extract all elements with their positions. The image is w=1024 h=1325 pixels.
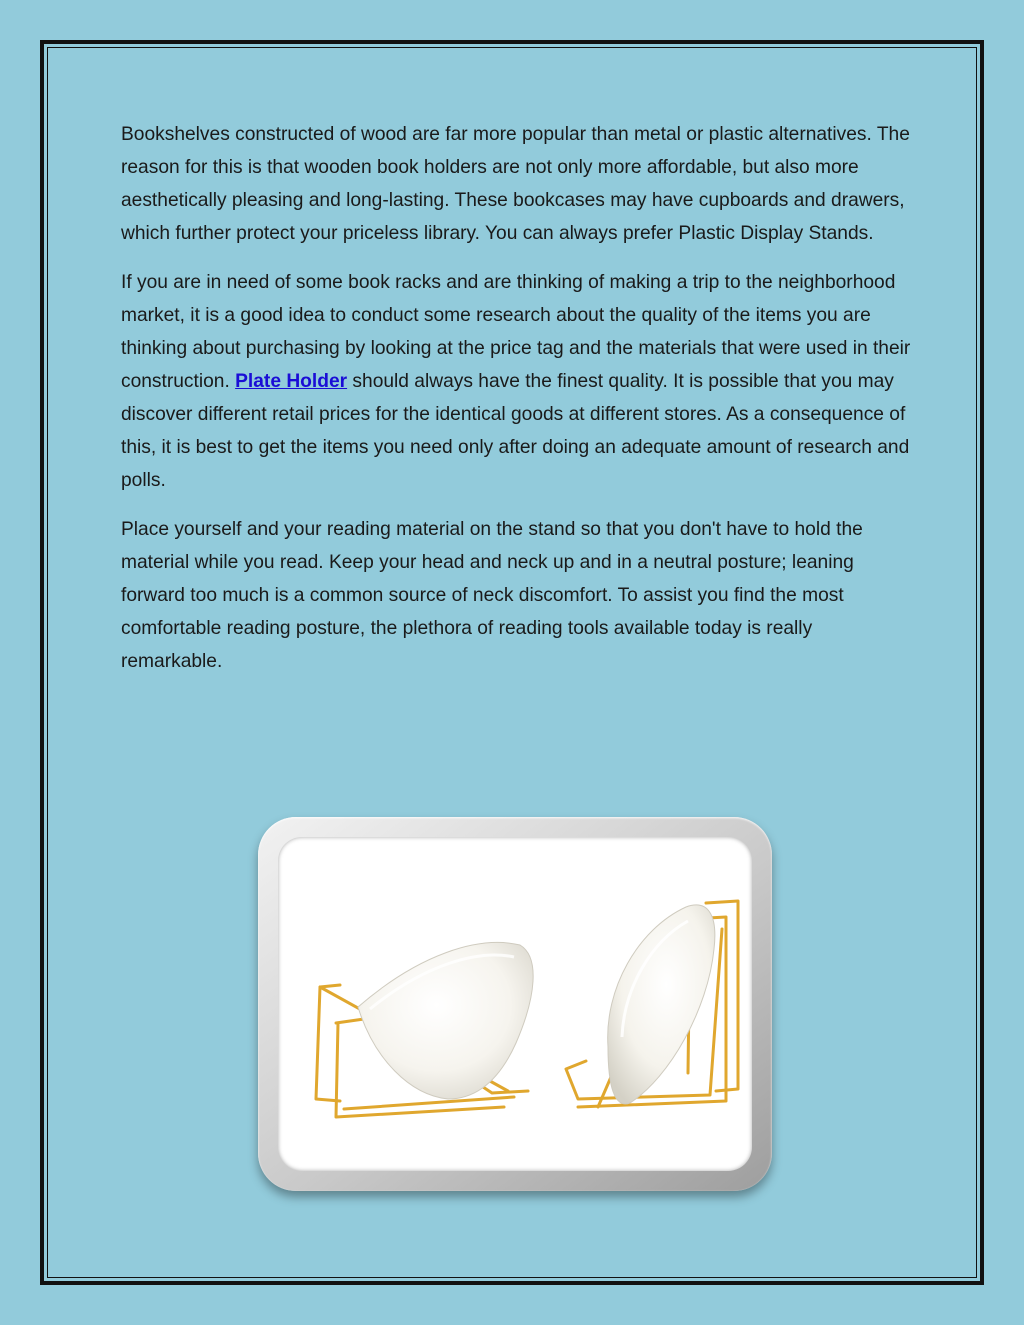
plate-holder-link[interactable]: Plate Holder (235, 371, 348, 392)
document-body (121, 118, 911, 694)
plate-holder-illustration (278, 837, 752, 1171)
paragraph-3: Place yourself and your reading material on the stand so that you don't have to hold the material while you read. Keep your head and neck up and in a neutral posture; leaning forward too much is a common source of neck discomfort. To assist you find the most comfortable reading posture, the plethora of reading tools available today is really remarkable. (121, 519, 863, 672)
paragraph-2 (121, 266, 911, 497)
left-plate (358, 943, 533, 1099)
product-image-frame (258, 817, 772, 1191)
paragraph-2-text-after-link: should always have the finest quality. It is possible that you may discover different retail prices for the identical goods at different stores. As a consequence of this, it is best to get the items you need only after doing an adequate amount of research and polls. (121, 371, 910, 491)
paragraph-2-text-before-link: If you are in need of some book racks and are thinking of making a trip to the neighborhood market, it is a good idea to conduct some research about the quality of the items you are thinking about purchasing by looking at the price tag and the materials that were used in their construction. (121, 272, 911, 392)
paragraph-1: Bookshelves constructed of wood are far more popular than metal or plastic alternatives. The reason for this is that wooden book holders are not only more affordable, but also more aesthetically pleasing and long-lasting. These bookcases may have cupboards and drawers, which further protect your priceless library. You can always prefer Plastic Display Stands. (121, 124, 910, 244)
right-plate (608, 905, 715, 1104)
plate-holder-photo (278, 837, 752, 1171)
